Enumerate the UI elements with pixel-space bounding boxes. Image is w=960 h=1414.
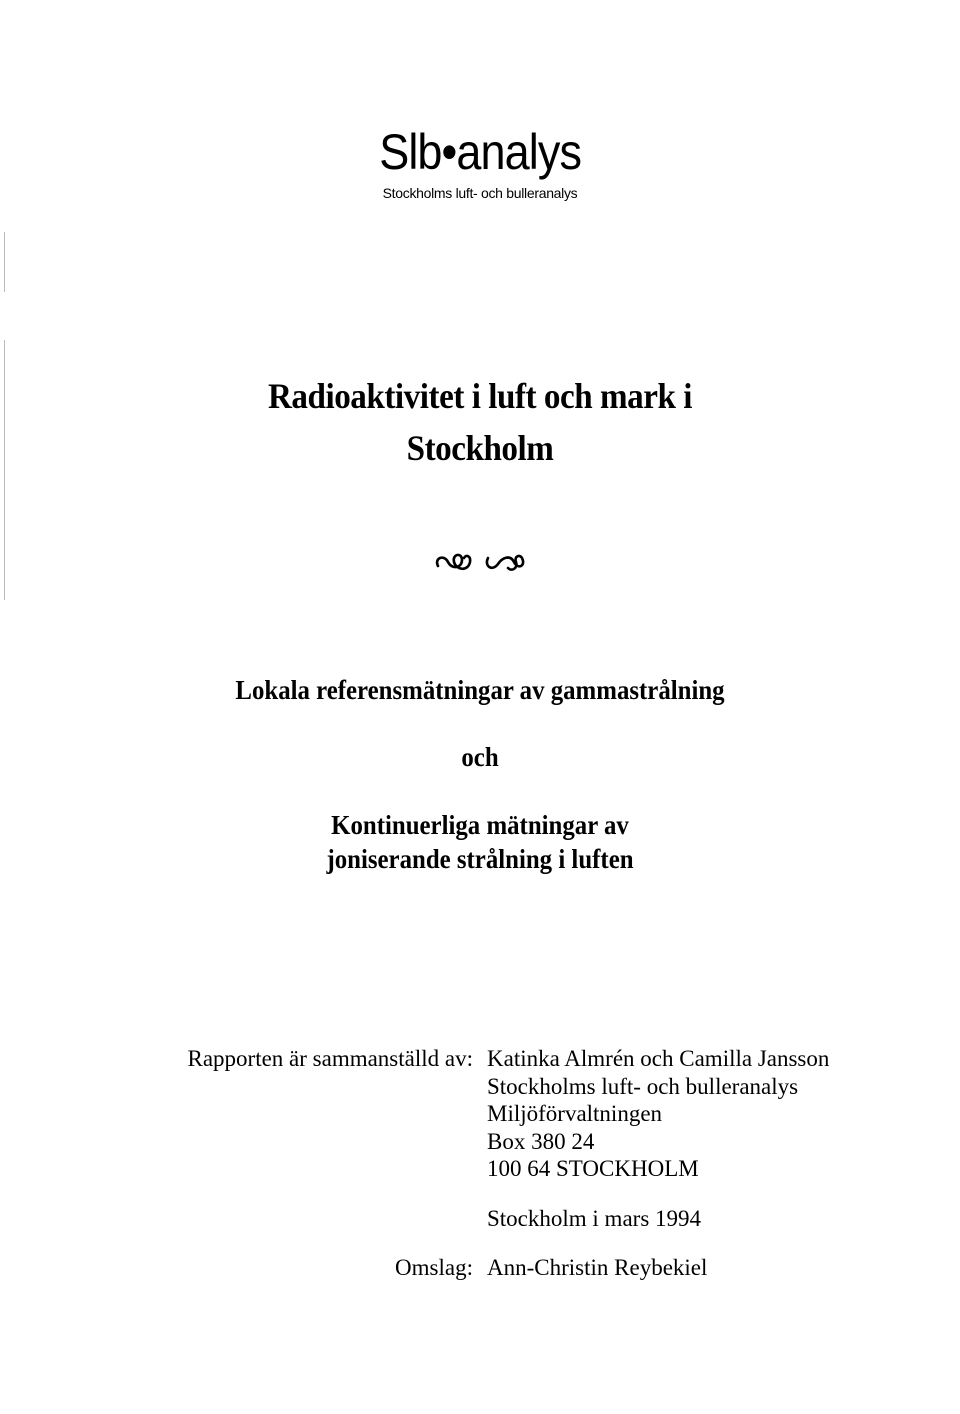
postal-box: Box 380 24 bbox=[487, 1128, 595, 1154]
credit-row bbox=[0, 1100, 960, 1128]
credit-row bbox=[0, 1254, 960, 1282]
organisation: Stockholms luft- och bulleranalys bbox=[487, 1073, 799, 1099]
postal-address: 100 64 STOCKHOLM bbox=[487, 1156, 699, 1181]
subtitle-part-2-line-1: Kontinuerliga mätningar av bbox=[331, 810, 629, 840]
ornament-swash-icon bbox=[432, 544, 528, 578]
title-line-2: Stockholm bbox=[406, 428, 554, 468]
logo-name: Slb•analys bbox=[379, 124, 581, 180]
subtitle-part-1: Lokala referensmätningar av gammastrålning bbox=[235, 675, 725, 705]
logo-tagline: Stockholms luft- och bulleranalys bbox=[382, 185, 578, 201]
subtitle-conjunction: och bbox=[461, 742, 499, 772]
cover-label: Omslag: bbox=[395, 1255, 473, 1280]
credit-row bbox=[0, 1155, 960, 1183]
subtitle-part-2-line-2: joniserande strålning i luften bbox=[326, 844, 634, 874]
authors: Katinka Almrén och Camilla Jansson bbox=[487, 1046, 830, 1071]
page-title bbox=[0, 370, 960, 474]
ornament-icon bbox=[0, 544, 960, 587]
credit-row bbox=[0, 1073, 960, 1101]
title-line-1: Radioaktivitet i luft och mark i bbox=[267, 376, 693, 416]
cover-artist: Ann-Christin Reybekiel bbox=[487, 1255, 708, 1280]
place-date: Stockholm i mars 1994 bbox=[487, 1205, 702, 1231]
compiled-by-label: Rapporten är sammanställd av: bbox=[187, 1046, 473, 1071]
department: Miljöförvaltningen bbox=[487, 1101, 663, 1126]
credit-row bbox=[0, 1205, 960, 1233]
credits-block bbox=[0, 1045, 960, 1282]
logo bbox=[0, 122, 960, 202]
credit-row bbox=[0, 1128, 960, 1156]
credit-row bbox=[0, 1045, 960, 1073]
subtitle-part-2 bbox=[0, 808, 960, 876]
scan-artifact bbox=[4, 232, 5, 292]
